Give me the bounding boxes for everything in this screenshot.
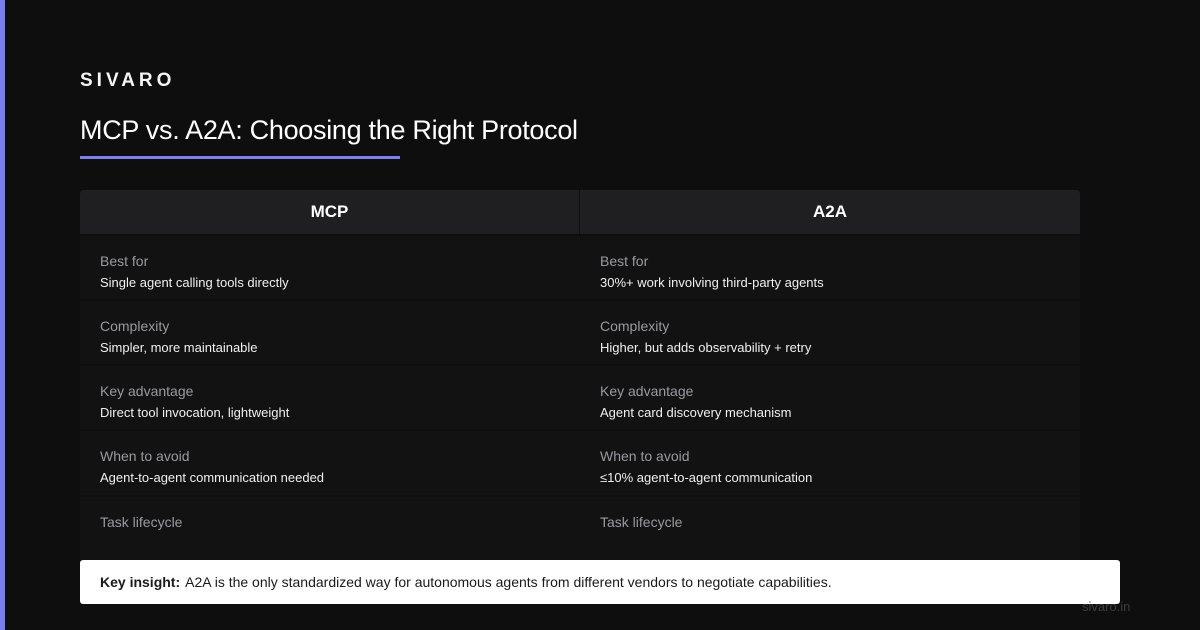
row-label: Best for <box>100 252 149 269</box>
mcp-row-key-advantage <box>80 366 580 429</box>
row-label: Task lifecycle <box>100 513 183 530</box>
row-label: Complexity <box>100 317 170 334</box>
a2a-row-complexity <box>580 301 1080 364</box>
row-label: Best for <box>600 252 649 269</box>
mcp-row-task-lifecycle <box>80 497 580 560</box>
row-label: When to avoid <box>100 448 190 465</box>
row-value: Single agent calling tools directly <box>100 274 289 290</box>
row-label: Key advantage <box>600 383 694 400</box>
row-value: Agent card discovery mechanism <box>600 405 792 421</box>
key-insight-text: A2A is the only standardized way for autonomous agents from different vendors to negotiate capabilities. <box>185 574 832 590</box>
column-mcp <box>80 190 580 560</box>
footer-url: sivaro.in <box>1082 599 1131 614</box>
comparison-table <box>80 190 1080 560</box>
mcp-row-when-to-avoid <box>80 431 580 494</box>
row-label: When to avoid <box>600 448 690 465</box>
a2a-row-key-advantage <box>580 366 1080 429</box>
a2a-row-best-for <box>580 236 1080 299</box>
a2a-row-task-lifecycle <box>580 497 1080 560</box>
row-value: 30%+ work involving third-party agents <box>600 274 824 290</box>
row-value: Higher, but adds observability + retry <box>600 339 812 355</box>
mcp-row-complexity <box>80 301 580 364</box>
key-insight-label: Key insight: <box>100 574 181 590</box>
row-value: ≤10% agent-to-agent communication <box>600 470 813 486</box>
row-label: Complexity <box>600 317 670 334</box>
page-title: MCP vs. A2A: Choosing the Right Protocol <box>80 115 578 145</box>
title-underline <box>80 156 400 159</box>
column-a2a <box>580 190 1080 560</box>
row-value: Agent-to-agent communication needed <box>100 470 325 486</box>
left-accent-bar <box>0 0 5 630</box>
row-value: Direct tool invocation, lightweight <box>100 405 290 421</box>
row-label: Task lifecycle <box>600 513 683 530</box>
column-header-mcp: MCP <box>80 190 579 234</box>
row-label: Key advantage <box>100 383 194 400</box>
a2a-row-when-to-avoid <box>580 431 1080 494</box>
row-value: Simpler, more maintainable <box>100 339 258 355</box>
column-header-a2a: A2A <box>580 190 1080 234</box>
key-insight-banner <box>80 560 1120 604</box>
brand-logo-text: SIVARO <box>80 70 176 91</box>
mcp-row-best-for <box>80 236 580 299</box>
